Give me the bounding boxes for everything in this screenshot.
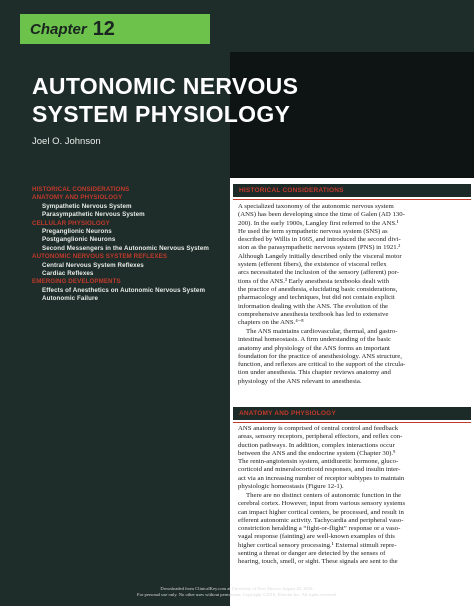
text-line: hearing, touch, smell, or sight. These signals are sent to the (238, 558, 398, 566)
download-notice-line1: Downloaded from ClinicalKey.com at University of New Mexico August 20, 2016. (160, 586, 314, 591)
text-line: corticoid and mineralocorticoid responses, and insulin inter- (238, 466, 401, 474)
outline-section-link[interactable]: ANATOMY AND PHYSIOLOGY (32, 194, 123, 202)
text-line: pharmacology and techniques, but did not contain explicit (238, 294, 395, 302)
outline-subsection-link[interactable]: Sympathetic Nervous System (42, 202, 132, 210)
section-heading-anatomy-text: ANATOMY AND PHYSIOLOGY (239, 410, 336, 417)
text-line: information dealing with the ANS. The evolution of the (238, 302, 389, 310)
section-rule (233, 199, 471, 200)
text-line: A specialized taxonomy of the autonomic nervous system (238, 203, 394, 210)
text-line: senting a threat or danger are detected by the senses of (238, 550, 386, 558)
author-name: Joel O. Johnson (32, 136, 101, 147)
download-notice-line2: For personal use only. No other uses without permission. Copyright ©2016. Elsevier Inc. All rights reserved. (137, 592, 337, 597)
text-line: Although Langely initially described only the visceral motor (238, 252, 402, 260)
section-heading-historical-text: HISTORICAL CONSIDERATIONS (239, 187, 344, 194)
outline-subsection-link[interactable]: Autonomic Failure (42, 295, 99, 303)
text-line: He used the term sympathetic nervous system (SNS) as (238, 227, 388, 235)
outline-section-link[interactable]: CELLULAR PHYSIOLOGY (32, 219, 110, 227)
text-line: duction pathways. In addition, complex interactions occur (238, 441, 395, 449)
chapter-title-line2: SYSTEM PHYSIOLOGY (32, 101, 291, 127)
text-line: tion under anesthesia. This chapter reviews anatomy and (238, 369, 391, 377)
text-line: efferent autonomic activity. Tachycardia and peripheral vaso- (238, 516, 404, 524)
chapter-tab (20, 14, 210, 44)
outline-subsection-link[interactable]: Preganglionic Neurons (42, 228, 112, 236)
text-line: foundation for the practice of anesthesiology. ANS structure, (238, 352, 402, 360)
text-line: There are no distinct centers of autonomic function in the (246, 492, 402, 499)
text-line: the practice of anesthesia, elucidating basic considerations, (238, 285, 398, 293)
text-line: (ANS) has been developing since the time of Galen (AD 130- (238, 211, 405, 219)
text-line: physiologic homeostasis (Figure 12-1). (238, 483, 344, 491)
text-line: comprehensive anesthesia textbook has led to extensive (238, 310, 389, 318)
paragraph-anatomy-2 (238, 492, 466, 567)
section-heading-anatomy (233, 407, 471, 420)
outline-section-link[interactable]: AUTONOMIC NERVOUS SYSTEM REFLEXES (32, 253, 168, 261)
download-notice (0, 586, 474, 598)
paragraph-historical-1 (238, 203, 466, 327)
text-line: 200). In the early 1900s, Langley first referred to the ANS.¹ (238, 219, 399, 227)
chapter-label: Chapter (30, 20, 87, 38)
text-line: function, and reflexes are critical to the support of the circula- (238, 361, 406, 369)
text-line: chapters on the ANS.⁴⁻⁸ (238, 319, 304, 327)
text-line: vagal response (fainting) are well-known examples of this (238, 533, 395, 541)
text-line: intestinal homeostasis. A firm understanding of the basic (238, 336, 391, 344)
text-line: The ANS maintains cardiovascular, thermal, and gastro- (246, 328, 398, 335)
outline-subsection-link[interactable]: Parasympathetic Nervous System (42, 211, 145, 219)
text-line: cerebral cortex. However, input from various sensory systems (238, 500, 406, 508)
section-heading-historical (233, 184, 471, 197)
text-line: described by Willis in 1665, and introduced the second divi- (238, 236, 401, 244)
text-line: tions of the ANS.³ Early anesthesia textbooks dealt with (238, 277, 390, 285)
text-line: areas, sensory receptors, peripheral effectors, and reflex con- (238, 433, 403, 441)
text-line: higher cortical sensory processing.¹ External stimuli repre- (238, 541, 397, 549)
paragraph-anatomy-1 (238, 425, 466, 491)
paragraph-historical-2 (238, 328, 466, 386)
text-line: anatomy and physiology of the ANS forms an important (238, 344, 390, 352)
text-line: between the ANS and the endocrine system (Chapter 30).⁹ (238, 449, 396, 457)
text-line: physiology of the ANS relevant to anesthesia. (238, 377, 362, 385)
chapter-title (32, 72, 332, 128)
outline-section-link[interactable]: HISTORICAL CONSIDERATIONS (32, 186, 130, 193)
text-line: The renin-angiotensin system, antidiuretic hormone, gluco- (238, 458, 399, 466)
text-line: act via an increasing number of receptor subtypes to maintain (238, 474, 405, 482)
outline-section-link[interactable]: EMERGING DEVELOPMENTS (32, 278, 121, 286)
outline-subsection-link[interactable]: Second Messengers in the Autonomic Nervous System (42, 244, 209, 252)
text-line: system (efferent fibers), the existence of visceral reflex (238, 261, 387, 269)
text-line: ANS anatomy is comprised of central control and feedback (238, 425, 399, 432)
outline-subsection-link[interactable]: Effects of Anesthetics on Autonomic Nervous System (42, 286, 206, 294)
text-line: can impact higher cortical centers, be processed, and result in (238, 508, 404, 516)
chapter-number: 12 (92, 17, 115, 40)
chapter-title-line1: AUTONOMIC NERVOUS (32, 73, 299, 99)
text-line: constriction heralding a “fight-or-flight” response or a vaso- (238, 525, 401, 533)
outline-subsection-link[interactable]: Central Nervous System Reflexes (42, 261, 144, 269)
section-rule (233, 422, 471, 423)
outline-subsection-link[interactable]: Postganglionic Neurons (42, 236, 116, 244)
chapter-outline (32, 186, 228, 304)
text-line: arcs necessitated the inclusion of the sensory (afferent) por- (238, 269, 399, 277)
outline-subsection-link[interactable]: Cardiac Reflexes (42, 270, 94, 278)
text-line: sion as the parasympathetic nervous system (PNS) in 1921.² (238, 244, 401, 252)
